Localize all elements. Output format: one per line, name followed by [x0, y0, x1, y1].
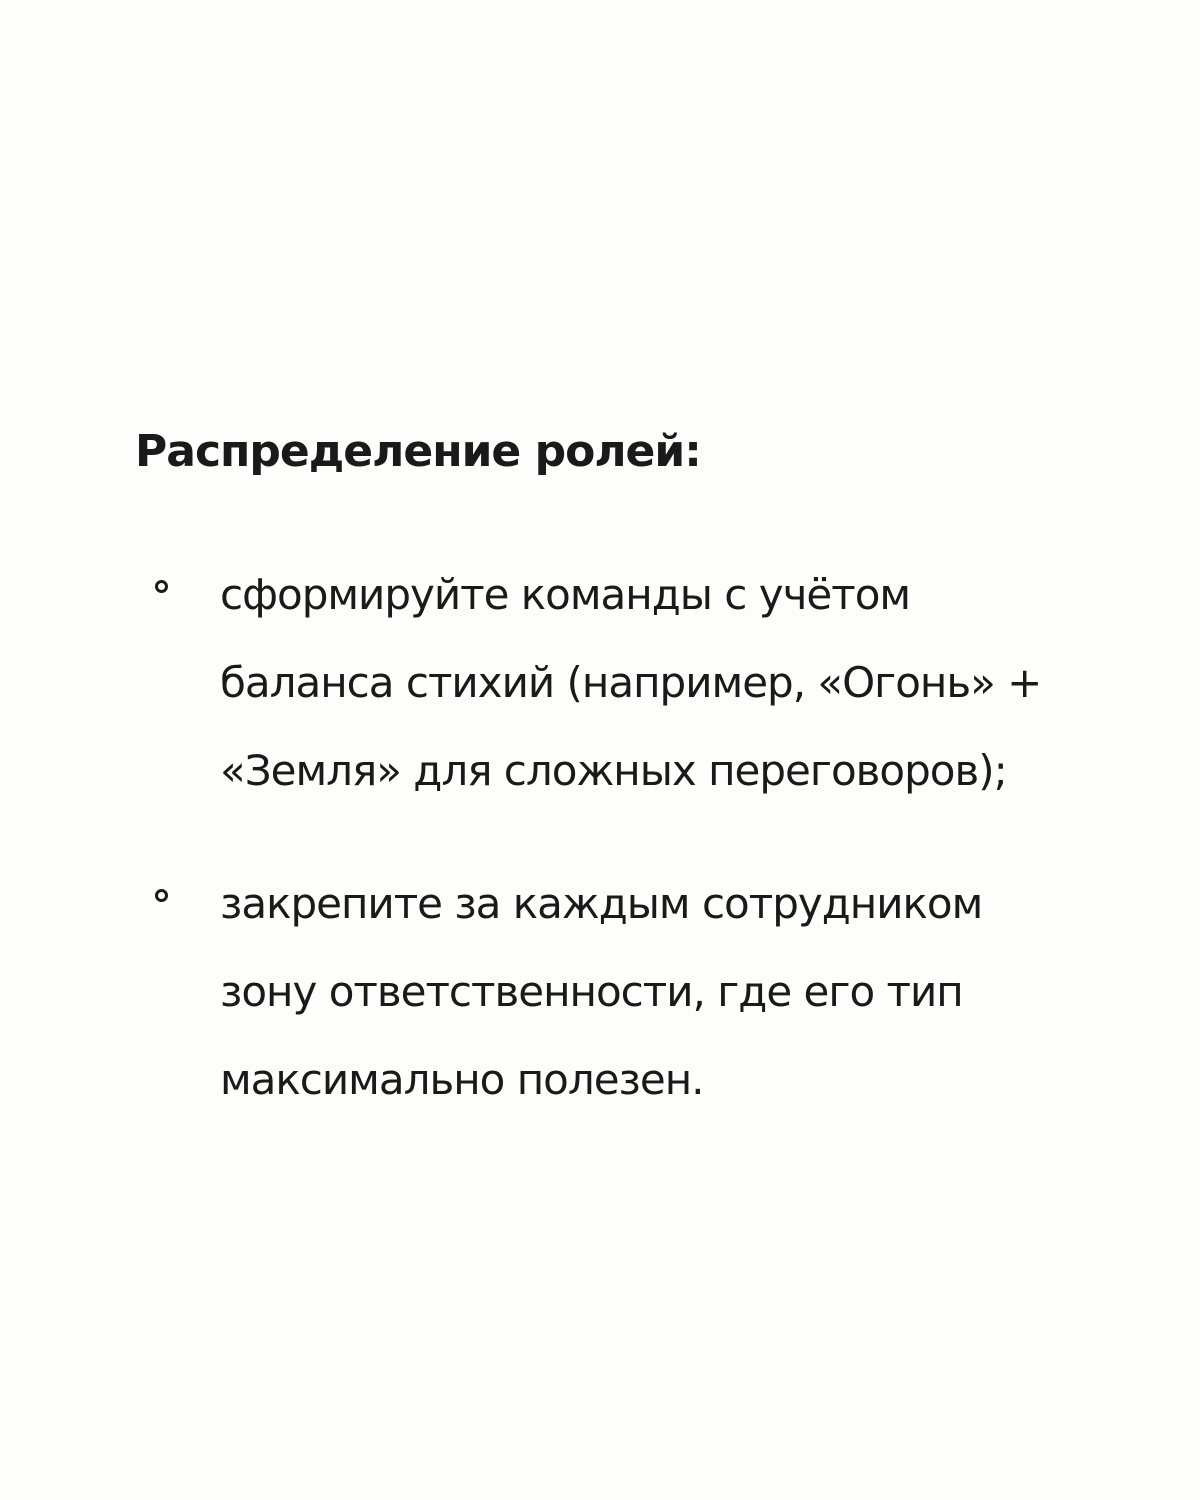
text-line: сформируйте команды с учётом [220, 570, 911, 619]
text-line: максимально полезен. [220, 1055, 704, 1104]
bullet-list [135, 551, 1115, 1169]
text-line: зону ответственности, где его тип [220, 967, 963, 1016]
list-item [135, 860, 1115, 1124]
text-line: закрепите за каждым сотрудником [220, 879, 983, 928]
circle-bullet-icon [155, 889, 168, 902]
text-line: «Земля» для сложных переговоров); [220, 746, 1007, 795]
circle-bullet-icon [155, 580, 168, 593]
section-heading: Распределение ролей: [135, 426, 701, 477]
list-item-text [220, 551, 1100, 815]
text-line: баланса стихий (например, «Огонь» + [220, 658, 1042, 707]
list-item [135, 551, 1115, 815]
list-item-text [220, 860, 1100, 1124]
